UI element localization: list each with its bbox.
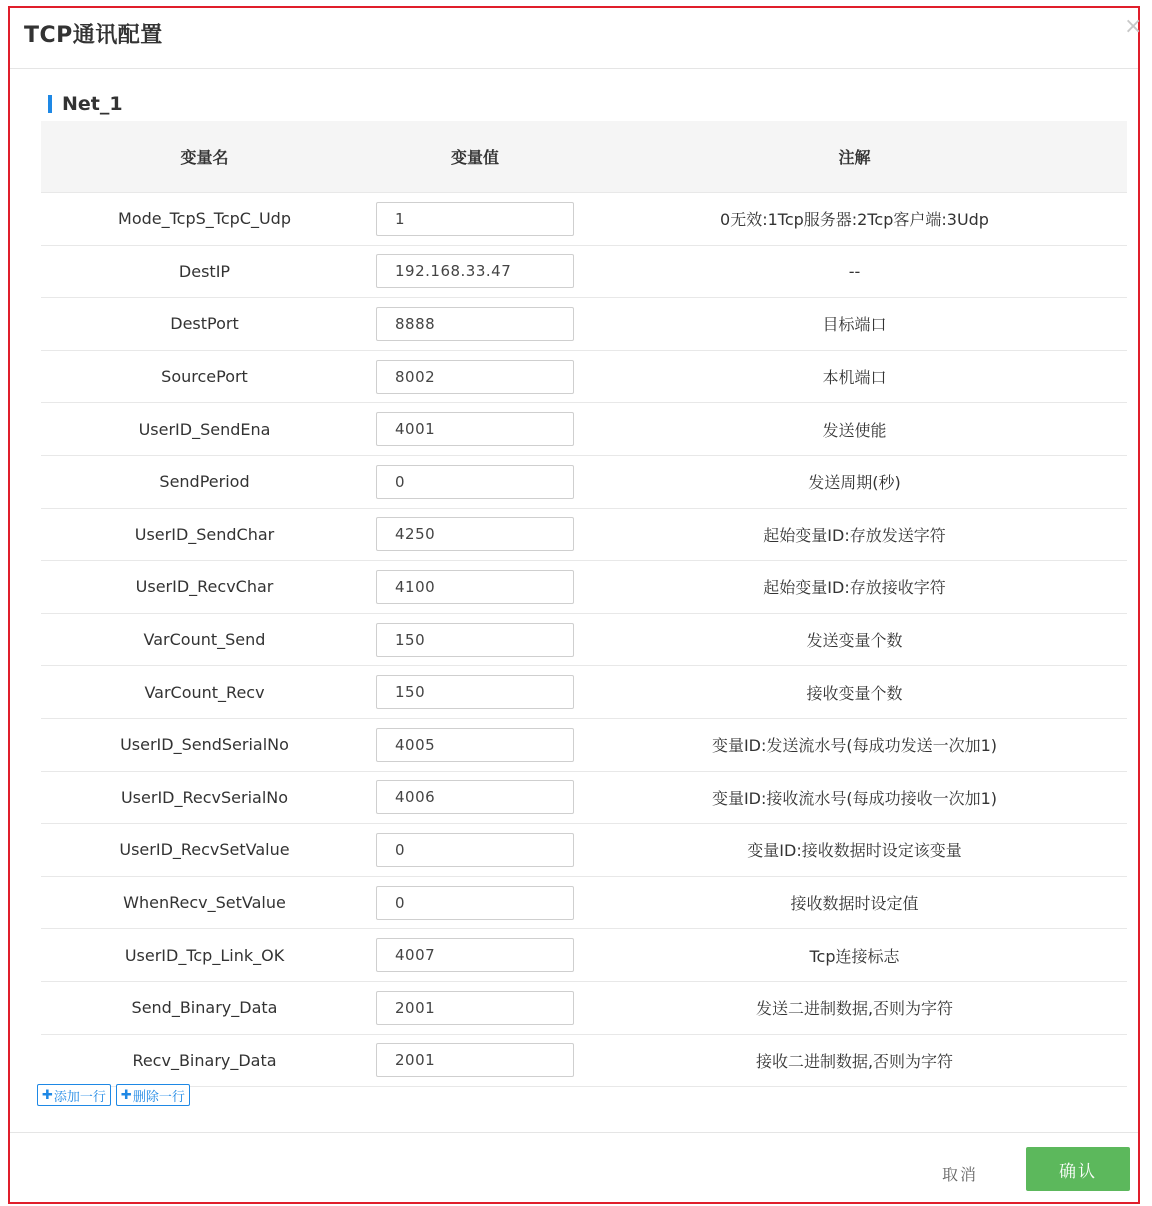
variable-value-cell (368, 886, 582, 920)
table-row (41, 403, 1127, 456)
variable-name-cell: UserID_RecvChar (135, 577, 274, 597)
variable-value-input[interactable] (376, 833, 574, 867)
tcp-config-dialog (8, 6, 1143, 1204)
note-cell: 本机端口 (822, 368, 887, 388)
delete-row-button[interactable] (116, 1084, 190, 1106)
note-cell: 起始变量ID:存放发送字符 (763, 525, 946, 545)
table-row (41, 719, 1127, 772)
row-actions (37, 1084, 190, 1106)
variable-name-cell: Send_Binary_Data (131, 998, 278, 1018)
note-cell: 变量ID:接收流水号(每成功接收一次加1) (711, 788, 998, 808)
variable-value-cell (368, 780, 582, 814)
table-row (41, 1035, 1127, 1088)
variable-value-input[interactable] (376, 465, 574, 499)
table-row (41, 772, 1127, 825)
table-row (41, 351, 1127, 404)
variable-value-cell (368, 360, 582, 394)
variable-name-cell: UserID_SendChar (134, 524, 275, 544)
variable-name-cell: UserID_Tcp_Link_OK (124, 945, 285, 965)
variable-value-input[interactable] (376, 728, 574, 762)
dialog-footer (10, 1132, 1138, 1203)
variable-value-input[interactable] (376, 623, 574, 657)
variable-value-cell (368, 202, 582, 236)
variable-value-input[interactable] (376, 991, 574, 1025)
note-cell: 接收二进制数据,否则为字符 (755, 1051, 954, 1071)
variable-name-cell: Recv_Binary_Data (132, 1050, 277, 1070)
variable-value-cell (368, 623, 582, 657)
variable-name-cell: SourcePort (161, 367, 248, 387)
dialog-title: TCP通讯配置 (24, 23, 163, 48)
variable-name-cell: UserID_RecvSetValue (119, 840, 290, 860)
variable-value-input[interactable] (376, 1043, 574, 1077)
header-note: 注解 (838, 148, 871, 167)
section-accent-bar (48, 95, 52, 113)
note-cell: 发送二进制数据,否则为字符 (755, 999, 954, 1019)
variable-name-cell: SendPeriod (159, 472, 250, 492)
table-row (41, 929, 1127, 982)
variable-name-cell: Mode_TcpS_TcpC_Udp (118, 209, 291, 229)
variable-value-cell (368, 517, 582, 551)
note-cell: 变量ID:发送流水号(每成功发送一次加1) (711, 736, 998, 756)
note-cell: 变量ID:接收数据时设定该变量 (747, 841, 962, 861)
dialog-header (10, 8, 1143, 69)
table-row (41, 824, 1127, 877)
variable-value-cell (368, 254, 582, 288)
variable-value-cell (368, 1043, 582, 1077)
table-row (41, 298, 1127, 351)
variable-value-input[interactable] (376, 938, 574, 972)
table-header (41, 121, 1127, 193)
note-cell: Tcp连接标志 (809, 946, 900, 966)
table-row (41, 246, 1127, 299)
variable-value-input[interactable] (376, 254, 574, 288)
table-row (41, 614, 1127, 667)
table-row (41, 561, 1127, 614)
variable-value-cell (368, 728, 582, 762)
variable-value-cell (368, 991, 582, 1025)
variable-name-cell: UserID_SendSerialNo (120, 735, 289, 755)
variable-name-cell: VarCount_Send (143, 630, 266, 650)
table-row (41, 456, 1127, 509)
close-icon[interactable]: × (1124, 14, 1143, 39)
variable-value-input[interactable] (376, 307, 574, 341)
cancel-button[interactable]: 取消 (936, 1161, 984, 1186)
delete-row-label: 删除一行 (132, 1089, 185, 1105)
table-row (41, 877, 1127, 930)
variable-table (41, 121, 1127, 1087)
note-cell: 起始变量ID:存放接收字符 (763, 578, 946, 598)
note-cell: 发送变量个数 (806, 631, 903, 651)
note-cell: 发送周期(秒) (808, 473, 901, 493)
section-label: Net_1 (62, 93, 123, 115)
variable-name-cell: DestIP (178, 261, 231, 281)
variable-name-cell: UserID_RecvSerialNo (120, 787, 289, 807)
variable-value-cell (368, 675, 582, 709)
table-row (41, 193, 1127, 246)
variable-value-input[interactable] (376, 202, 574, 236)
table-body (41, 193, 1127, 1087)
note-cell: 目标端口 (822, 315, 887, 335)
variable-name-cell: UserID_SendEna (138, 419, 271, 439)
note-cell: -- (848, 261, 861, 281)
variable-value-cell (368, 307, 582, 341)
table-row (41, 666, 1127, 719)
note-cell: 发送使能 (822, 420, 887, 440)
variable-value-input[interactable] (376, 780, 574, 814)
add-row-label: 添加一行 (53, 1089, 106, 1105)
note-cell: 0无效:1Tcp服务器:2Tcp客户端:3Udp (720, 210, 989, 230)
variable-name-cell: WhenRecv_SetValue (123, 893, 286, 913)
variable-value-input[interactable] (376, 570, 574, 604)
variable-value-cell (368, 412, 582, 446)
variable-value-input[interactable] (376, 412, 574, 446)
variable-name-cell: DestPort (170, 314, 239, 334)
section-title (48, 94, 123, 114)
variable-value-cell (368, 938, 582, 972)
variable-value-input[interactable] (376, 517, 574, 551)
variable-value-cell (368, 465, 582, 499)
variable-value-input[interactable] (376, 360, 574, 394)
plus-icon: ✚ (42, 1087, 53, 1103)
variable-value-cell (368, 570, 582, 604)
header-variable-name: 变量名 (180, 148, 229, 167)
table-row (41, 982, 1127, 1035)
table-row (41, 509, 1127, 562)
plus-icon: ✚ (120, 1087, 132, 1103)
variable-value-cell (368, 833, 582, 867)
header-variable-value: 变量值 (450, 148, 499, 167)
add-row-button[interactable] (37, 1084, 111, 1106)
note-cell: 接收变量个数 (806, 683, 903, 703)
note-cell: 接收数据时设定值 (790, 894, 919, 914)
variable-name-cell: VarCount_Recv (144, 682, 265, 702)
variable-value-input[interactable] (376, 886, 574, 920)
confirm-button[interactable]: 确认 (1026, 1147, 1130, 1191)
variable-value-input[interactable] (376, 675, 574, 709)
